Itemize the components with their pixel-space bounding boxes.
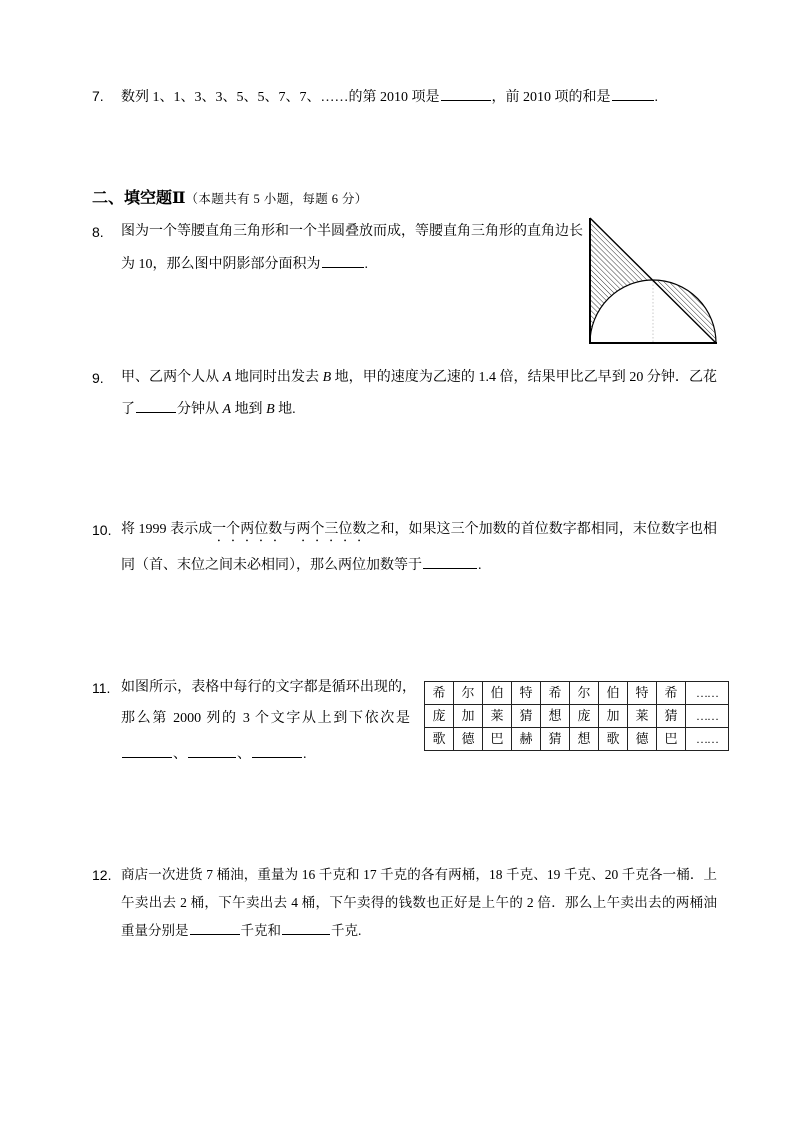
answer-blank — [282, 920, 330, 935]
question-9-line-2 — [121, 398, 296, 418]
question-12-text: 千克和 — [240, 923, 281, 938]
table-cell: 庞 — [570, 705, 599, 728]
table-row — [425, 705, 729, 728]
triangle-semicircle-figure — [585, 212, 725, 348]
section-title: 二、填空题Ⅱ — [92, 190, 186, 207]
table-cell: 庞 — [425, 705, 454, 728]
cycle-character-table — [424, 681, 729, 751]
question-10-text: . — [478, 558, 482, 573]
table-cell: 巴 — [483, 728, 512, 751]
table-cell-ellipsis: …… — [686, 705, 729, 728]
table-cell: 加 — [454, 705, 483, 728]
table-row — [425, 682, 729, 705]
table-cell: 莱 — [628, 705, 657, 728]
question-8-line-2 — [121, 253, 368, 273]
question-7-text-b: ，前 2010 项的和是 — [491, 90, 611, 105]
table-cell: 歌 — [599, 728, 628, 751]
table-cell: 希 — [657, 682, 686, 705]
emphasized-text: 两个三位数 — [296, 522, 367, 537]
question-9-text: 地. — [274, 402, 296, 417]
answer-blank — [122, 743, 172, 758]
answer-blank — [136, 398, 176, 413]
answer-blank — [423, 554, 477, 569]
question-10-text: 同（首、末位之间未必相同），那么两位加数等于 — [121, 558, 422, 573]
table-cell: 猜 — [541, 728, 570, 751]
question-11-number: 11. — [92, 680, 111, 696]
period: . — [303, 747, 307, 762]
table-cell: 德 — [628, 728, 657, 751]
table-cell: 特 — [512, 682, 541, 705]
question-8-text-b: . — [364, 257, 368, 272]
table-cell: 尔 — [570, 682, 599, 705]
answer-blank — [252, 743, 302, 758]
answer-blank — [441, 86, 491, 101]
question-12-text: 重量分别是 — [121, 923, 189, 938]
section-heading — [92, 188, 368, 210]
question-11-line-1: 如图所示，表格中每行的文字都是循环出现的， — [121, 680, 416, 695]
table-cell-ellipsis: …… — [686, 728, 729, 751]
table-cell: 赫 — [512, 728, 541, 751]
question-12-line-1: 商店一次进货 7 桶油，重量为 16 千克和 17 千克的各有两桶，18 千克、19 千克、20 千克各一桶．上 — [121, 867, 717, 882]
table-cell: 想 — [570, 728, 599, 751]
table-cell: 德 — [454, 728, 483, 751]
separator: 、 — [173, 747, 187, 762]
table-cell: 猜 — [657, 705, 686, 728]
question-9-text: 地同时出发去 — [231, 370, 323, 385]
table-cell: 伯 — [599, 682, 628, 705]
table-cell: 希 — [541, 682, 570, 705]
table-cell: 歌 — [425, 728, 454, 751]
question-9-number: 9. — [92, 370, 104, 386]
point-a-label: A — [222, 402, 232, 417]
question-12-text: 千克. — [331, 923, 362, 938]
table-cell-ellipsis: …… — [686, 682, 729, 705]
question-9-text: 甲、乙两个人从 — [121, 370, 223, 385]
question-9-text: 地到 — [231, 402, 267, 417]
table-cell: 巴 — [657, 728, 686, 751]
question-8-line-1: 图为一个等腰直角三角形和一个半圆叠放而成，等腰直角三角形的直角边长 — [121, 224, 583, 239]
table-row — [425, 728, 729, 751]
question-12-number: 12. — [92, 867, 112, 883]
question-7-number: 7. — [92, 88, 104, 104]
question-9-line-1 — [121, 368, 717, 388]
question-11-line-2: 那么第 2000 列的 3 个文字从上到下依次是 — [121, 711, 410, 726]
section-note: （本题共有 5 小题，每题 6 分） — [185, 192, 368, 206]
table-cell: 伯 — [483, 682, 512, 705]
question-9-text: 地，甲的速度为乙速的 1.4 倍，结果甲比乙早到 20 分钟．乙花 — [331, 370, 717, 385]
question-7-text-a: 数列 1、1、3、3、5、5、7、7、……的第 2010 项是 — [121, 90, 440, 105]
separator: 、 — [237, 747, 251, 762]
answer-blank — [322, 253, 364, 268]
question-12-line-2: 午卖出去 2 桶，下午卖出去 4 桶，下午卖得的钱数也正好是上午的 2 倍．那么上午卖出去的两桶油 — [121, 895, 717, 910]
table-cell: 尔 — [454, 682, 483, 705]
point-b-label: B — [266, 402, 275, 417]
question-12-line-3 — [121, 920, 361, 940]
answer-blank — [190, 920, 240, 935]
table-cell: 特 — [628, 682, 657, 705]
table-cell: 希 — [425, 682, 454, 705]
question-11-line-3 — [121, 743, 307, 763]
question-10-number: 10. — [92, 522, 112, 538]
question-9-text: 分钟从 — [177, 402, 223, 417]
question-8-number: 8. — [92, 224, 104, 240]
emphasized-text: 一个两位数 — [212, 522, 283, 537]
question-7-text-c: . — [654, 90, 658, 105]
table-cell: 莱 — [483, 705, 512, 728]
answer-blank — [188, 743, 236, 758]
question-10-line-2 — [121, 554, 482, 574]
point-a-label: A — [222, 370, 232, 385]
question-10-text: 将 1999 表示成 — [121, 522, 213, 537]
table-cell: 想 — [541, 705, 570, 728]
table-cell: 加 — [599, 705, 628, 728]
question-7-text — [121, 86, 658, 106]
table-cell: 猜 — [512, 705, 541, 728]
question-10-text: 与 — [282, 522, 297, 537]
point-b-label: B — [322, 370, 332, 385]
answer-blank — [612, 86, 654, 101]
question-10-text: 之和，如果这三个加数的首位数字都相同，末位数字也相 — [366, 522, 718, 537]
question-10-line-1 — [121, 520, 717, 540]
question-9-text: 了 — [121, 402, 135, 417]
question-8-text-a: 为 10，那么图中阴影部分面积为 — [121, 257, 321, 272]
